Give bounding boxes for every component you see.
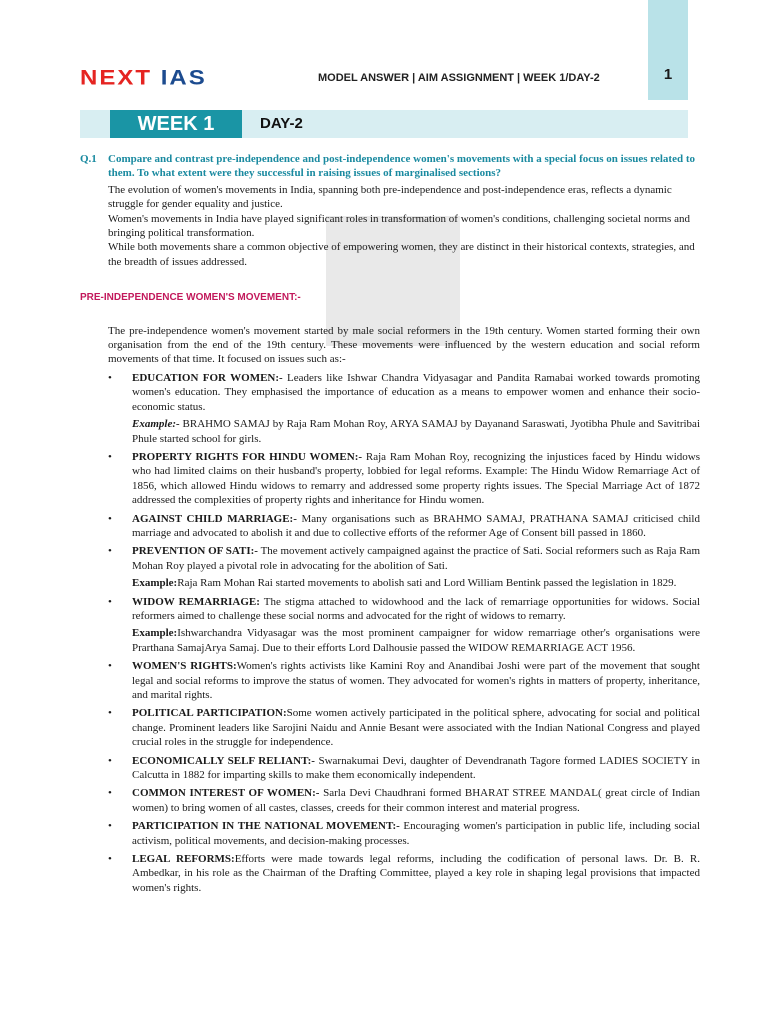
introduction	[108, 183, 700, 269]
example-text: Ishwarchandra Vidyasagar was the most prominent campaigner for widow remarriage other's organisations were Prarthana SamajArya Samaj. Due to their efforts Lord Dalhousie passed the WIDOW REMARRIAGE ACT 1956.	[132, 627, 700, 654]
point-title: WIDOW REMARRIAGE:	[132, 595, 260, 608]
example-text: Raja Ram Mohan Rai started movements to abolish sati and Lord William Bentink passed the legislation in 1829.	[177, 577, 677, 590]
point-text: Swarnakumai Devi, daughter of Devendranath Tagore formed LADIES SOCIETY in Calcutta in 1882 for imparting skills to make them economically independent.	[132, 754, 700, 782]
point-title: PARTICIPATION IN THE NATIONAL MOVEMENT:-	[132, 820, 400, 833]
example	[132, 626, 700, 655]
list-item	[80, 659, 700, 702]
point-text: Raja Ram Mohan Roy, recognizing the injustices faced by Hindu widows who had limited claims on their husband's property, lobbied for legal reforms. Example: The Hindu Widow Remarriage Act of 1856, which allowed Hindu widows to remarry and addressed some property rights issues. The Special Marriage Act of 1872 addressed the complexities of property rights and inheritance for Hindu women.	[132, 450, 700, 507]
point-title: ECONOMICALLY SELF RELIANT:-	[132, 754, 315, 767]
point-text: The movement actively campaigned against the practice of Sati. Social reformers such as Raja Ram Mohan Roy played a pivotal role in advocating for the abolition of Sati.	[132, 545, 700, 572]
list-item	[80, 852, 700, 895]
example-label: Example:	[132, 577, 178, 590]
point-text: Encouraging women's participation in public life, including social activism, political movements, and decision-making processes.	[132, 820, 700, 847]
intro-paragraph: While both movements share a common objective of empowering women, they are distinct in their historical contexts, strategies, and the breadth of issues addressed.	[108, 241, 695, 268]
point-text: Leaders like Ishwar Chandra Vidyasagar and Pandita Ramabai worked towards promoting women's education. They emphasised the importance of education as a means to empower women and enhance their socio-economic status.	[132, 371, 700, 413]
example	[132, 417, 700, 446]
list-item	[80, 371, 700, 446]
point-text: The stigma attached to widowhood and the lack of remarriage opportunities for widows. Social reformers aimed to challenge these social norms and advocated for the right of widows to remarry.	[132, 595, 700, 622]
list-item	[80, 819, 700, 848]
document-info: MODEL ANSWER | AIM ASSIGNMENT | WEEK 1/DAY-2	[318, 72, 600, 84]
point-title: POLITICAL PARTICIPATION:	[132, 707, 287, 720]
point-title: WOMEN'S RIGHTS:	[132, 660, 237, 673]
point-title: COMMON INTEREST OF WOMEN:-	[132, 787, 320, 800]
list-item	[80, 595, 700, 656]
list-item	[80, 786, 700, 815]
day-label: DAY-2	[260, 115, 303, 132]
point-title: LEGAL REFORMS:	[132, 853, 235, 866]
answer-content	[80, 152, 700, 895]
question	[80, 152, 700, 181]
intro-paragraph: The evolution of women's movements in India, spanning both pre-independence and post-independence eras, reflects a dynamic struggle for gender equality and justice.	[108, 183, 672, 211]
example-text: BRAHMO SAMAJ by Raja Ram Mohan Roy, ARYA SAMAJ by Dayanand Saraswati, Jyotibha Phule and Savitribai Phule started school for girls.	[132, 418, 700, 445]
list-item	[80, 512, 700, 541]
point-text: Sarla Devi Chaudhrani formed BHARAT STREE MANDAL( great circle of Indian women) to bring women of all castes, classes, creeds for their common interest and material progress.	[132, 787, 700, 814]
point-title: AGAINST CHILD MARRIAGE:-	[132, 512, 297, 525]
intro-paragraph: Women's movements in India have played significant roles in transformation of women's conditions, challenging societal norms and bringing political transformation.	[108, 212, 690, 240]
point-title: PROPERTY RIGHTS FOR HINDU WOMEN:-	[132, 450, 363, 463]
logo-ias: IAS	[160, 65, 207, 90]
example-label: Example:-	[132, 418, 180, 431]
page-number: 1	[663, 66, 673, 83]
point-text: Many organisations such as BRAHMO SAMAJ, PRATHANA SAMAJ criticised child marriage and advocated to abolish it and due to collective efforts of the reformer Age of Consent bill passed in 1860.	[132, 512, 700, 539]
question-number: Q.1	[80, 153, 97, 165]
next-ias-logo	[80, 65, 207, 90]
page-tab	[648, 0, 688, 100]
list-item	[80, 450, 700, 508]
points-list	[80, 371, 700, 895]
logo-next: NEXT	[80, 65, 153, 90]
point-title: EDUCATION FOR WOMEN:-	[132, 371, 283, 384]
list-item	[80, 544, 700, 590]
list-item	[80, 706, 700, 749]
point-text: Some women actively participated in the political sphere, advocating for social and political change. Prominent leaders like Sarojini Naidu and Annie Besant were associated with the Indian National Congress and played crucial roles in the struggle for independence.	[132, 707, 700, 749]
section-lead: The pre-independence women's movement started by male social reformers in the 19th century. Women started forming their own organisation from the end of the 19th century. These movements were influenced by the western education and social reform movements of that time. It focused on issues such as:-	[108, 324, 700, 366]
point-text: Women's rights activists like Kamini Roy and Anandibai Joshi were part of the movement that sought legal and social reforms to improve the status of women. They advocated for women's rights in matters of property, inheritance, and marital rights.	[132, 660, 700, 701]
question-text: Compare and contrast pre-independence and post-independence women's movements with a special focus on issues related to them. To what extent were they successful in raising issues of marginalised sections?	[108, 153, 695, 180]
example	[132, 576, 700, 590]
point-title: PREVENTION OF SATI:-	[132, 545, 258, 558]
section-heading: PRE-INDEPENDENCE WOMEN'S MOVEMENT:-	[80, 292, 301, 304]
week-label: WEEK 1	[110, 110, 242, 138]
point-text: Efforts were made towards legal reforms, including the codification of personal laws. Dr. B. R. Ambedkar, in his role as the Chairman of the Drafting Committee, played a key role in shaping legal provisions that impacted women's rights.	[132, 853, 700, 894]
list-item	[80, 754, 700, 783]
example-label: Example:	[132, 627, 178, 640]
